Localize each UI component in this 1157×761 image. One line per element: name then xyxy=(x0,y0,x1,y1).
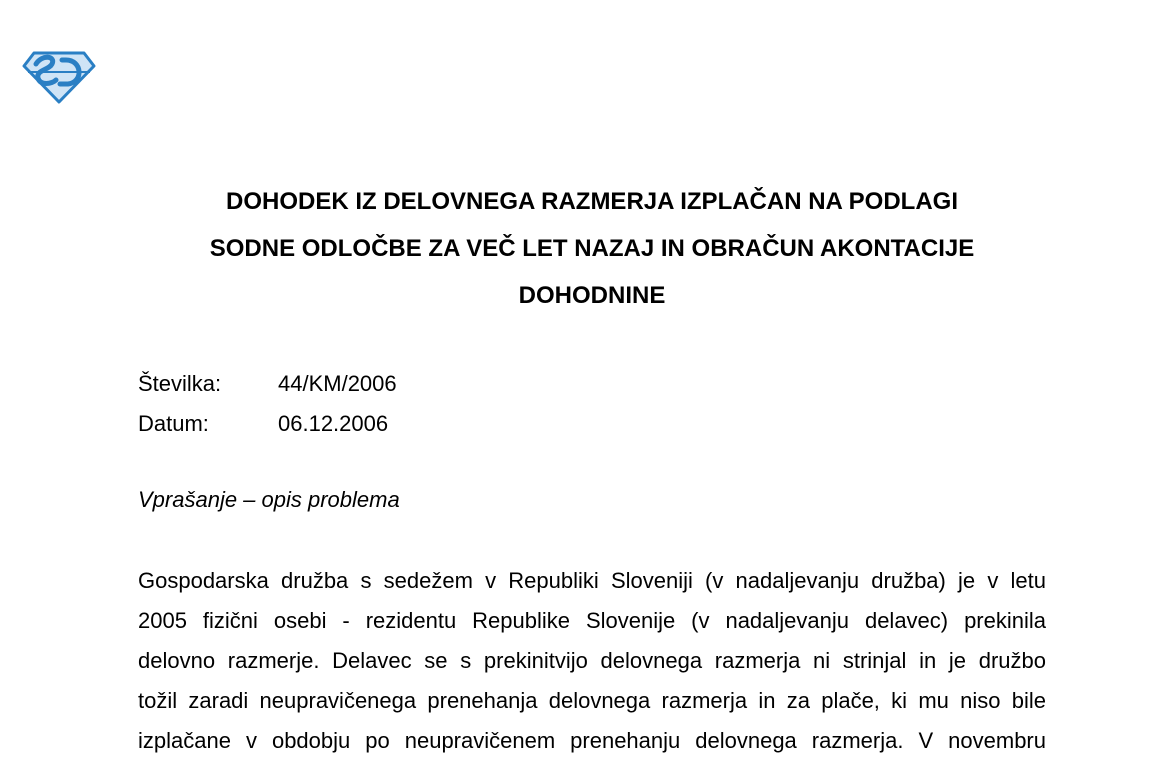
title-line: SODNE ODLOČBE ZA VEČ LET NAZAJ IN OBRAČUN AKONTACIJE xyxy=(209,235,975,262)
paragraph-line: tožil zaradi neupravičenega prenehanja delovnega razmerja in za plače, ki mu niso bile xyxy=(138,688,1046,713)
title-line: DOHODEK IZ DELOVNEGA RAZMERJA IZPLAČAN NA PODLAGI xyxy=(225,188,958,215)
section-heading: Vprašanje – opis problema xyxy=(138,487,400,512)
title-line: DOHODNINE xyxy=(518,282,666,309)
document-meta xyxy=(138,364,397,444)
meta-row-number xyxy=(138,364,397,404)
paragraph-line: izplačane v obdobju po neupravičenem prenehanju delovnega razmerja. V novembru xyxy=(138,728,1046,753)
number-label: Številka: xyxy=(138,371,222,396)
paragraph-line: 2005 fizični osebi - rezidentu Republike Slovenije (v nadaljevanju delavec) prekinila xyxy=(138,608,1046,633)
date-label: Datum: xyxy=(138,411,209,436)
date-value: 06.12.2006 xyxy=(278,411,389,436)
company-logo xyxy=(22,48,96,104)
document-title xyxy=(138,178,1046,319)
number-value: 44/KM/2006 xyxy=(278,371,397,396)
paragraph-line: delovno razmerje. Delavec se s prekinitvijo delovnega razmerja ni strinjal in je družbo xyxy=(138,648,1046,673)
paragraph-line: Gospodarska družba s sedežem v Republiki Sloveniji (v nadaljevanju družba) je v letu xyxy=(138,568,1046,593)
meta-row-date xyxy=(138,404,397,444)
shield-logo-icon xyxy=(22,48,96,104)
body-paragraph xyxy=(138,561,1046,761)
